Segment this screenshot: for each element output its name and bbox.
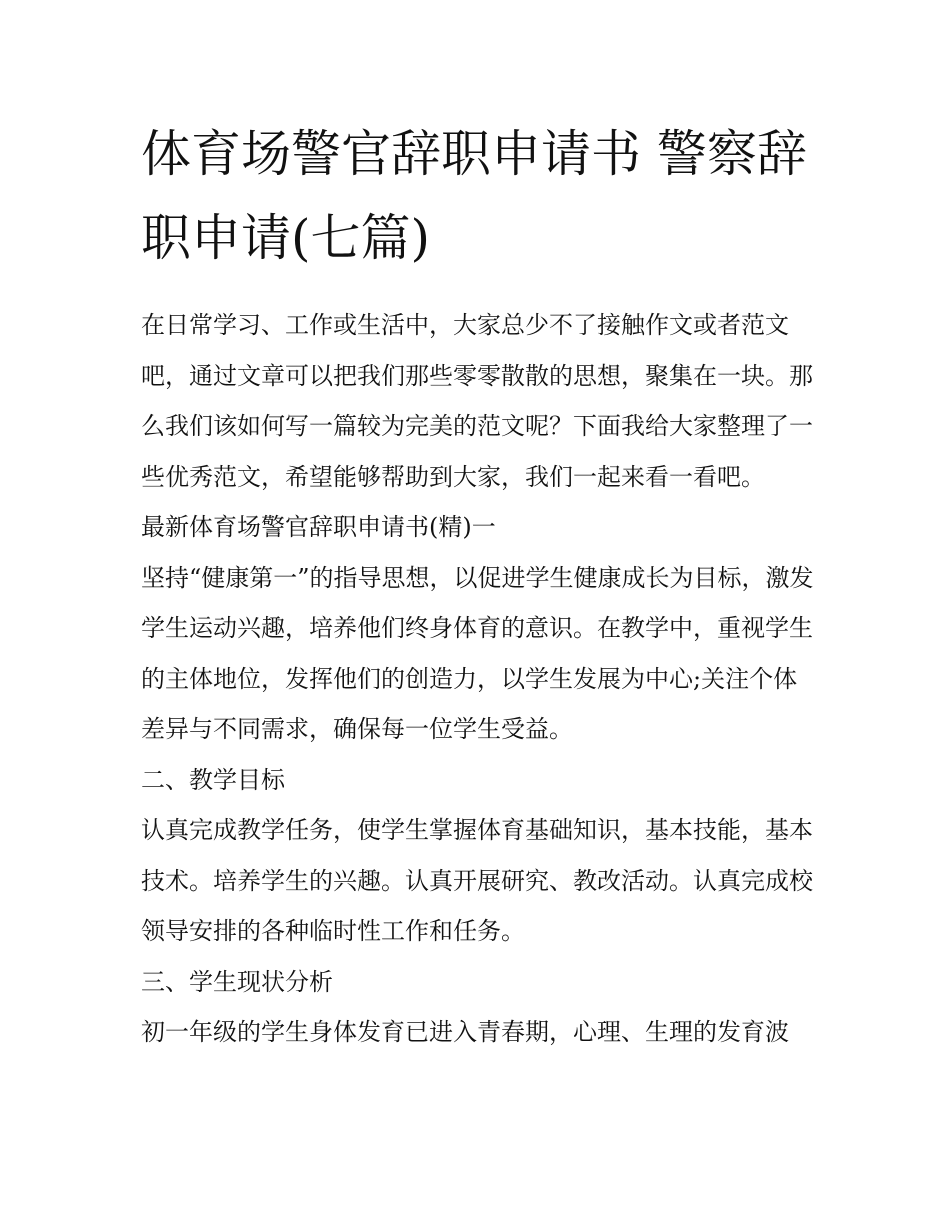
guiding-thought-paragraph: 坚持“健康第一”的指导思想，以促进学生健康成长为目标，激发学生运动兴趣，培养他们终身体育的意识。在教学中，重视学生的主体地位，发挥他们的创造力，以学生发展为中心;关注个体差异与不同需求，确保每一位学生受益。	[141, 563, 814, 743]
section-heading-1: 最新体育场警官辞职申请书(精)一	[141, 513, 496, 541]
document-page	[141, 112, 821, 1058]
document-title: 体育场警官辞职申请书 警察辞职申请(七篇)	[141, 125, 807, 267]
teaching-goals-paragraph: 认真完成教学任务，使学生掌握体育基础知识，基本技能，基本技术。培养学生的兴趣。认真开展研究、教改活动。认真完成校领导安排的各种临时性工作和任务。	[141, 816, 813, 945]
section-heading-student-analysis: 三、学生现状分析	[141, 967, 333, 996]
student-analysis-paragraph: 初一年级的学生身体发育已进入青春期，心理、生理的发育波	[141, 1018, 789, 1046]
section-heading-teaching-goals: 二、教学目标	[141, 765, 285, 794]
intro-paragraph: 在日常学习、工作或生活中，大家总少不了接触作文或者范文吧，通过文章可以把我们那些零零散散的思想，聚集在一块。那么我们该如何写一篇较为完美的范文呢？下面我给大家整理了一些优秀范文，希望能够帮助到大家，我们一起来看一看吧。	[141, 311, 813, 491]
